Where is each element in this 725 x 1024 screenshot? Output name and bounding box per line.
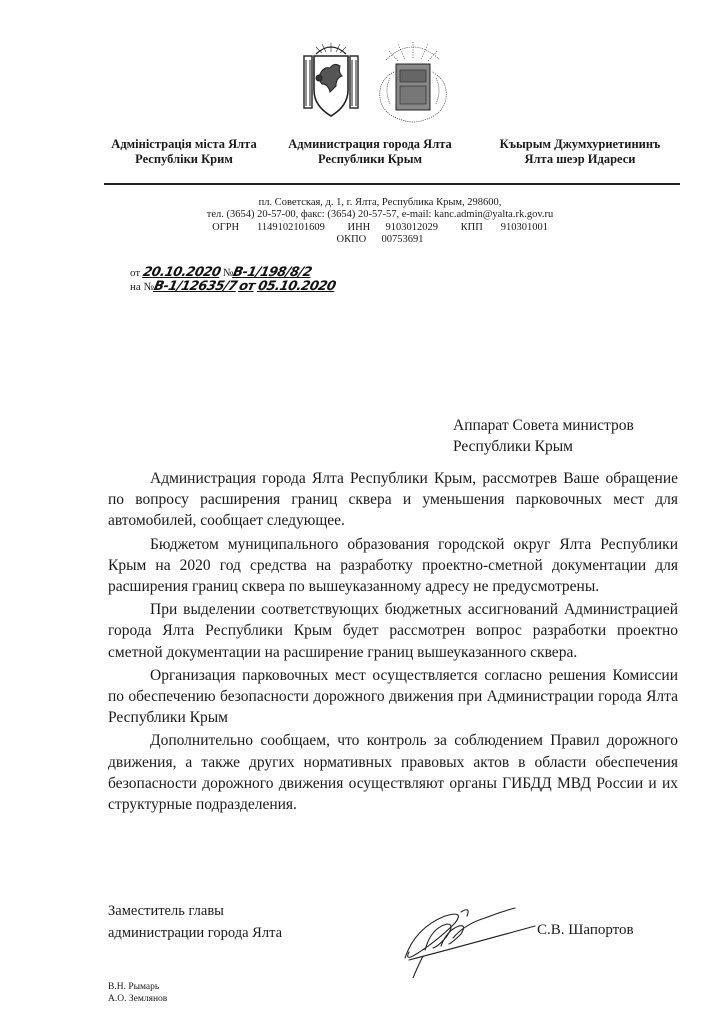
executor-name: А.О. Землянов (108, 994, 168, 1004)
org-name-line: Ялта шеэр Идареси (524, 152, 636, 166)
phone-fax-email: тел. (3654) 20-57-00, факс: (3654) 20-57-57, e-mail: kanc.admin@yalta.rk.gov.ru (206, 209, 554, 221)
signatory-name: С.В. Шапортов (537, 922, 634, 938)
body-paragraph: Дополнительно сообщаем, что контроль за соблюдением Правил дорожного движения, а также других нормативных правовых актов в области обеспечения безопасности дорожного движения осуществляют органы ГИБДД МВД России и их структурные подразделения. (108, 732, 678, 814)
org-name-crimean-tatar (482, 137, 678, 167)
ogrn-label: ОГРН (212, 221, 240, 233)
yalta-coat-of-arms-icon (372, 38, 454, 126)
outgoing-number: В-1/198/8/2 (231, 265, 314, 280)
signatory-title-line: Заместитель главы (108, 903, 224, 919)
reply-date-label: от (237, 279, 257, 294)
registry-codes (150, 222, 610, 234)
reply-reg (130, 280, 335, 294)
number-label: № (222, 267, 234, 279)
org-name-line: Республики Крым (318, 152, 422, 166)
reply-label: на № (130, 281, 155, 293)
org-name-line: Адміністрація міста Ялта (111, 137, 257, 151)
handwritten-signature (395, 898, 555, 978)
ogrn-value: 1149102101609 (257, 221, 325, 233)
letter-body (108, 468, 678, 817)
addressee-line: Республики Крым (453, 438, 573, 455)
okpo-row (150, 234, 610, 246)
okpo-label: ОКПО (336, 233, 367, 245)
signatory-title-line: администрации города Ялта (108, 925, 283, 941)
body-paragraph: Организация парковочных мест осуществляется согласно решения Комиссии по обеспечению безопасности дорожного движения при Администрации города Ялта Республики Крым (108, 666, 678, 727)
registration-block (130, 266, 335, 294)
body-paragraph: При выделении соответствующих бюджетных ассигнований Администрацией города Ялта Республики Крым будет рассмотрен вопрос разработки проектно сметной документации на расширение границ вышеуказанного сквера. (108, 601, 678, 661)
org-name-ukrainian (104, 137, 264, 167)
addressee-line: Аппарат Совета министров (453, 417, 634, 434)
org-name-russian (272, 137, 468, 167)
kpp-label: КПП (460, 221, 483, 233)
reply-date: 05.10.2020 (256, 279, 337, 294)
address: пл. Советская, д. 1, г. Ялта, Республика Крым, 298600, (258, 197, 502, 208)
executors (108, 981, 167, 1005)
executor-name: В.Н. Рымарь (108, 982, 160, 992)
from-label: от (130, 267, 141, 279)
addressee (453, 415, 634, 457)
outgoing-date: 20.10.2020 (141, 265, 222, 280)
signatory-title (108, 900, 282, 944)
inn-label: ИНН (347, 221, 371, 233)
kpp-value: 910301001 (500, 221, 548, 233)
org-name-line: Администрация города Ялта (288, 137, 452, 151)
outgoing-reg (130, 266, 335, 280)
reply-number: В-1/12635/7 (152, 279, 239, 294)
header-divider (104, 183, 680, 185)
org-name-line: Къырым Джумхуриетининъ (499, 137, 661, 151)
body-paragraph: Бюджетом муниципального образования городской округ Ялта Республики Крым на 2020 год средства на разработку проектно-сметной документации для расширения границ сквера по вышеуказанному адресу не предусмотрены. (108, 535, 678, 596)
okpo-value: 00753691 (381, 233, 424, 245)
inn-value: 9103012029 (385, 221, 439, 233)
crimea-coat-of-arms-icon (300, 40, 362, 120)
body-paragraph: Администрация города Ялта Республики Крым, рассмотрев Ваше обращение по вопросу расширения границ сквера и уменьшения парковочных мест для автомобилей, сообщает следующее. (108, 470, 678, 530)
org-name-line: Республіки Крим (135, 152, 233, 166)
contact-block (150, 197, 610, 246)
